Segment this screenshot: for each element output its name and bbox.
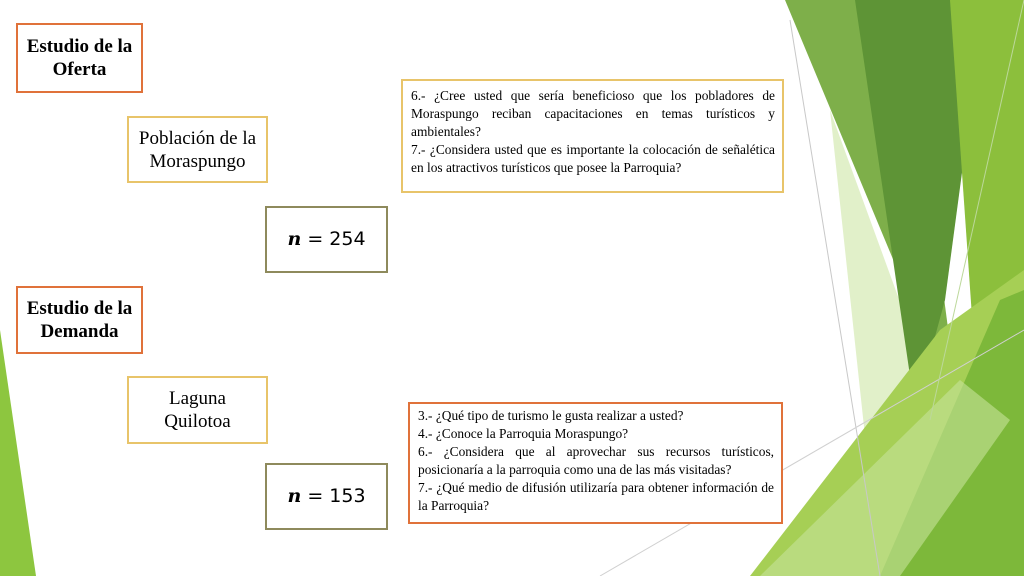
offer-study-title: Estudio de la Oferta (26, 36, 133, 80)
offer-study-box (16, 23, 143, 93)
offer-question: 6.- ¿Cree usted que sería beneficioso que los pobladores de Moraspungo reciban capacitaciones en temas turísticos y ambientales? (411, 88, 775, 139)
demand-sample-value: = 153 (301, 485, 366, 507)
demand-question: 7.- ¿Qué medio de difusión utilizaría para obtener información de la Parroquia? (418, 480, 774, 513)
demand-sample-size (287, 485, 365, 508)
offer-sample-symbol: 𝒏 (287, 228, 302, 250)
demand-question: 4.- ¿Conoce la Parroquia Moraspungo? (418, 426, 629, 441)
demand-population-box (127, 376, 268, 444)
demand-question: 6.- ¿Considera que al aprovechar sus recursos turísticos, posicionaría a la parroquia como una de las más visitadas? (418, 444, 774, 477)
offer-question: 7.- ¿Considera usted que es importante la colocación de señalética en los atractivos turísticos que posee la Parroquia? (411, 142, 775, 175)
green-left-sliver (0, 330, 36, 576)
offer-questions-box (401, 79, 784, 193)
demand-question: 3.- ¿Qué tipo de turismo le gusta realizar a usted? (418, 408, 684, 423)
offer-sample-value: = 254 (301, 228, 366, 250)
demand-population-label: Laguna Quilotoa (164, 388, 231, 432)
demand-sample-size-box (265, 463, 388, 530)
demand-study-box (16, 286, 143, 354)
demand-questions-box (408, 402, 783, 524)
demand-study-title: Estudio de la Demanda (26, 298, 133, 342)
offer-sample-size (287, 228, 365, 251)
offer-population-box (127, 116, 268, 183)
demand-sample-symbol: 𝒏 (287, 485, 302, 507)
offer-population-label: Población de la Moraspungo (138, 127, 257, 172)
offer-sample-size-box (265, 206, 388, 273)
